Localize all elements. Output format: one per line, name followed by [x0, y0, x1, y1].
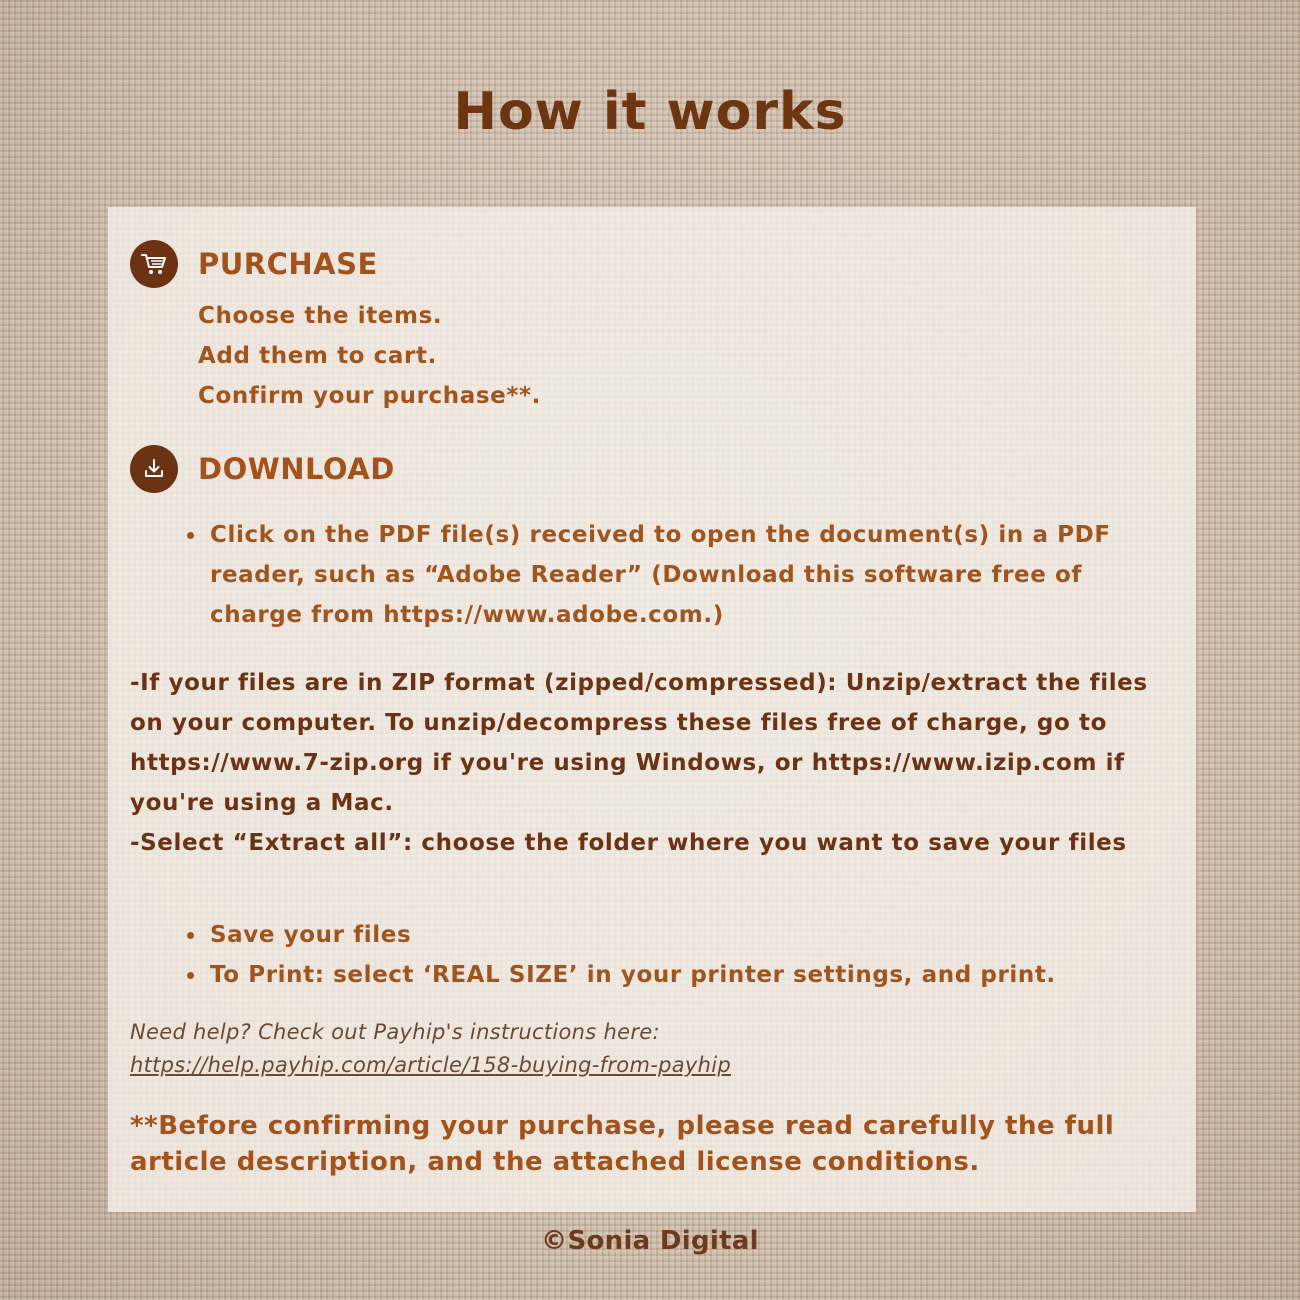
final-bullets: [210, 915, 1150, 995]
cart-icon: [130, 240, 178, 288]
purchase-header: [130, 240, 378, 288]
list-item: Click on the PDF file(s) received to open the document(s) in a PDF reader, such as “Adobe Reader” (Download this software free of charge from https://www.adobe.com.): [210, 515, 1150, 635]
list-item: To Print: select ‘REAL SIZE’ in your printer settings, and print.: [210, 955, 1150, 995]
zip-instructions: -If your files are in ZIP format (zipped/compressed): Unzip/extract the files on your computer. To unzip/decompress these files free of charge, go to https://www.7-zip.org if you're using Windows, or https://www.izip.com if you're using a Mac.: [130, 670, 1148, 816]
help-text: Need help? Check out Payhip's instructions here:: [130, 1020, 660, 1044]
list-item: Save your files: [210, 915, 1150, 955]
download-header: [130, 445, 395, 493]
purchase-steps: [198, 296, 541, 416]
list-item: Choose the items.: [198, 303, 443, 329]
download-icon: [130, 445, 178, 493]
help-block: [130, 1016, 731, 1082]
download-heading: DOWNLOAD: [198, 452, 395, 486]
help-link[interactable]: https://help.payhip.com/article/158-buying-from-payhip: [130, 1053, 731, 1077]
list-item: Add them to cart.: [198, 343, 437, 369]
copyright-footer: ©Sonia Digital: [541, 1226, 759, 1256]
page-title: How it works: [453, 82, 847, 142]
extract-instructions: -Select “Extract all”: choose the folder where you want to save your files: [130, 830, 1127, 856]
list-item: Confirm your purchase**.: [198, 383, 541, 409]
purchase-notice: **Before confirming your purchase, please read carefully the full article description, and the attached license conditions.: [130, 1111, 1115, 1177]
download-bullets: [210, 515, 1150, 635]
purchase-heading: PURCHASE: [198, 247, 378, 281]
